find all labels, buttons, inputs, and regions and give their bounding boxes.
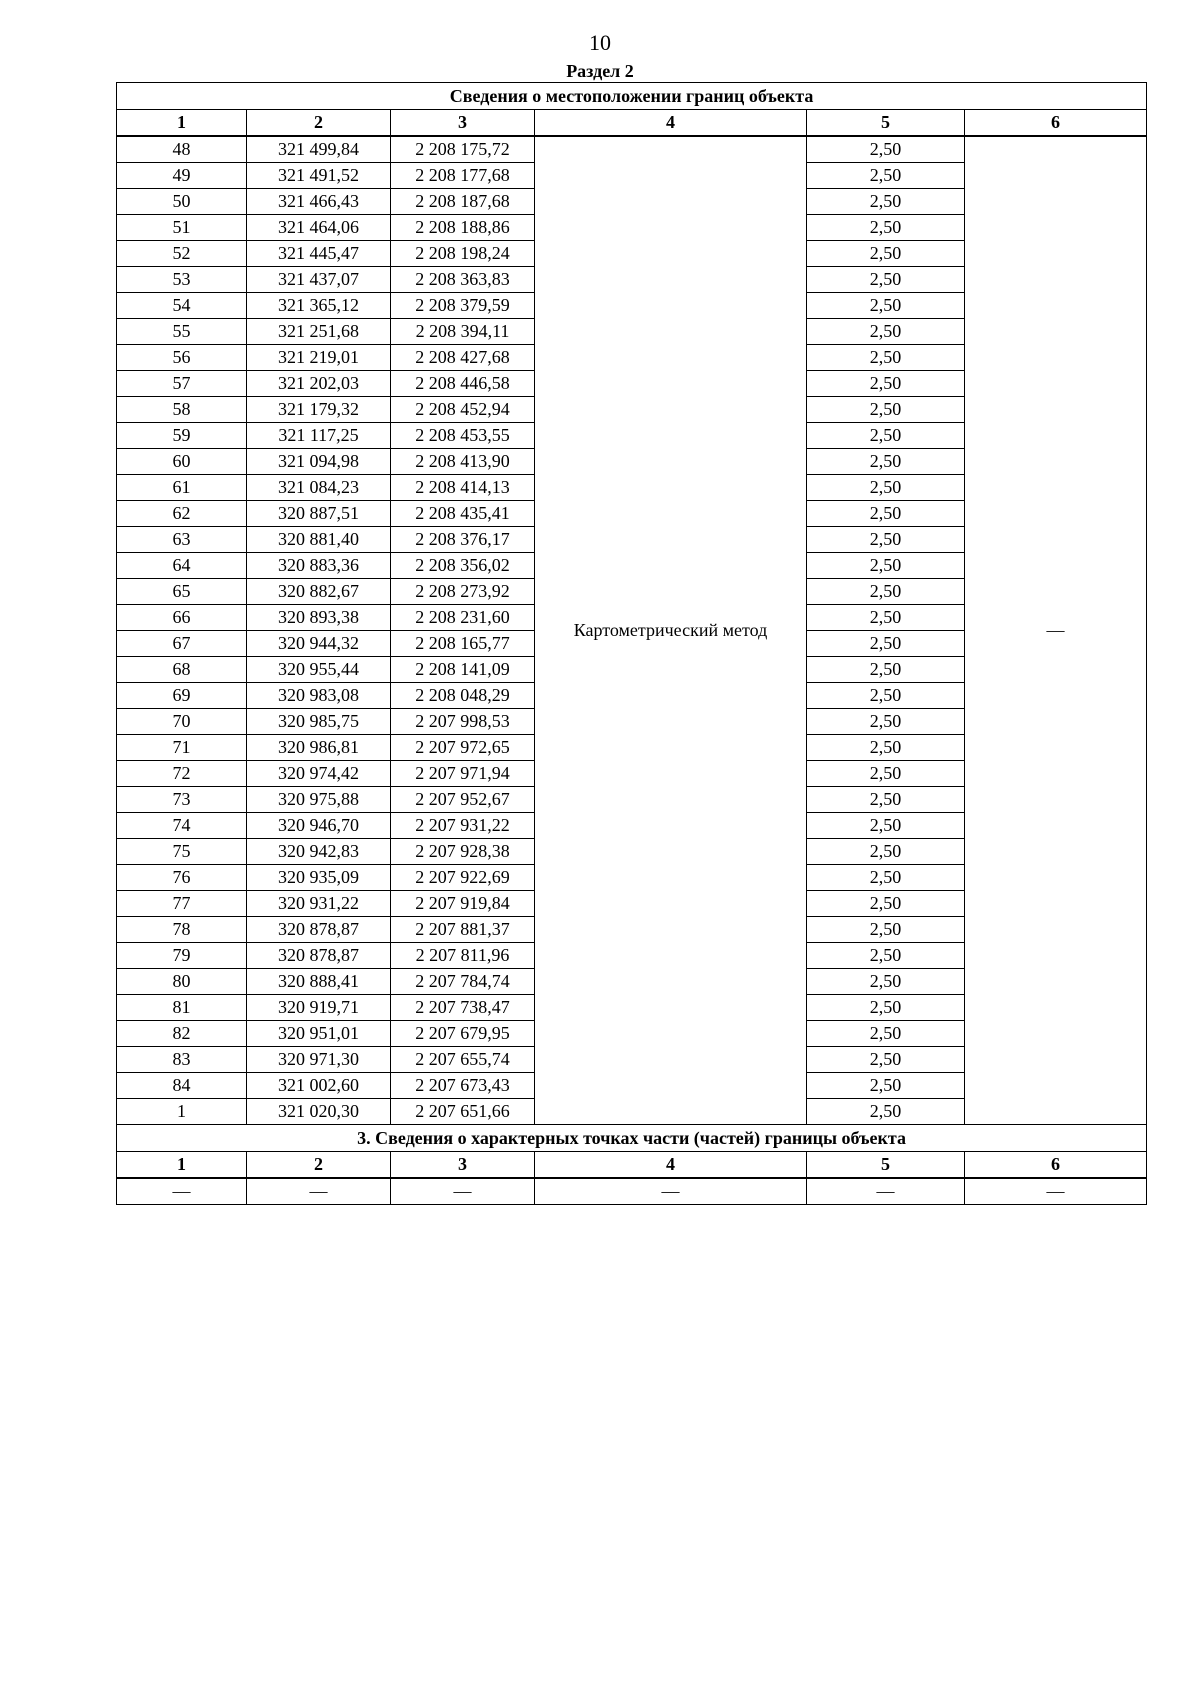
x-coordinate-cell: 320 985,75	[247, 709, 391, 735]
x-coordinate-cell: 320 986,81	[247, 735, 391, 761]
y-coordinate-cell: 2 208 175,72	[391, 136, 535, 163]
accuracy-cell: 2,50	[807, 1047, 965, 1073]
point-number-cell: 49	[117, 163, 247, 189]
point-number-cell: 79	[117, 943, 247, 969]
y-coordinate-cell: 2 207 679,95	[391, 1021, 535, 1047]
x-coordinate-cell: 321 117,25	[247, 423, 391, 449]
x-coordinate-cell: 320 887,51	[247, 501, 391, 527]
point-number-cell: 73	[117, 787, 247, 813]
point-number-cell: 62	[117, 501, 247, 527]
boundary-table	[116, 82, 1147, 1205]
accuracy-cell: 2,50	[807, 553, 965, 579]
coordinates-body	[117, 136, 1147, 1125]
point-number-cell: 52	[117, 241, 247, 267]
table-row	[117, 136, 1147, 163]
y-coordinate-cell: 2 207 738,47	[391, 995, 535, 1021]
accuracy-cell: 2,50	[807, 527, 965, 553]
accuracy-cell: 2,50	[807, 423, 965, 449]
point-number-cell: 56	[117, 345, 247, 371]
y-coordinate-cell: 2 208 187,68	[391, 189, 535, 215]
page-number: 10	[589, 30, 611, 55]
x-coordinate-cell: 320 881,40	[247, 527, 391, 553]
accuracy-cell: 2,50	[807, 683, 965, 709]
x-coordinate-cell: 321 445,47	[247, 241, 391, 267]
x-coordinate-cell: 320 883,36	[247, 553, 391, 579]
table-cell: —	[247, 1178, 391, 1205]
accuracy-cell: 2,50	[807, 917, 965, 943]
accuracy-cell: 2,50	[807, 709, 965, 735]
point-number-cell: 65	[117, 579, 247, 605]
column-number: 2	[247, 110, 391, 137]
accuracy-cell: 2,50	[807, 319, 965, 345]
point-number-cell: 70	[117, 709, 247, 735]
accuracy-cell: 2,50	[807, 163, 965, 189]
accuracy-cell: 2,50	[807, 631, 965, 657]
point-number-cell: 83	[117, 1047, 247, 1073]
y-coordinate-cell: 2 207 972,65	[391, 735, 535, 761]
y-coordinate-cell: 2 208 198,24	[391, 241, 535, 267]
column-number: 4	[535, 1152, 807, 1179]
point-number-cell: 54	[117, 293, 247, 319]
point-number-cell: 59	[117, 423, 247, 449]
x-coordinate-cell: 320 955,44	[247, 657, 391, 683]
y-coordinate-cell: 2 207 655,74	[391, 1047, 535, 1073]
x-coordinate-cell: 321 499,84	[247, 136, 391, 163]
y-coordinate-cell: 2 208 379,59	[391, 293, 535, 319]
point-number-cell: 53	[117, 267, 247, 293]
x-coordinate-cell: 321 365,12	[247, 293, 391, 319]
y-coordinate-cell: 2 208 363,83	[391, 267, 535, 293]
y-coordinate-cell: 2 207 784,74	[391, 969, 535, 995]
x-coordinate-cell: 320 974,42	[247, 761, 391, 787]
section-title: Раздел 2	[566, 61, 634, 81]
accuracy-cell: 2,50	[807, 136, 965, 163]
y-coordinate-cell: 2 208 273,92	[391, 579, 535, 605]
accuracy-cell: 2,50	[807, 813, 965, 839]
x-coordinate-cell: 321 464,06	[247, 215, 391, 241]
x-coordinate-cell: 321 094,98	[247, 449, 391, 475]
y-coordinate-cell: 2 208 435,41	[391, 501, 535, 527]
point-number-cell: 74	[117, 813, 247, 839]
x-coordinate-cell: 320 878,87	[247, 917, 391, 943]
y-coordinate-cell: 2 208 376,17	[391, 527, 535, 553]
y-coordinate-cell: 2 208 446,58	[391, 371, 535, 397]
x-coordinate-cell: 320 878,87	[247, 943, 391, 969]
x-coordinate-cell: 321 251,68	[247, 319, 391, 345]
point-number-cell: 68	[117, 657, 247, 683]
point-number-cell: 64	[117, 553, 247, 579]
point-number-cell: 51	[117, 215, 247, 241]
y-coordinate-cell: 2 208 177,68	[391, 163, 535, 189]
accuracy-cell: 2,50	[807, 1073, 965, 1099]
section3-body	[117, 1125, 1147, 1205]
section3-row	[117, 1178, 1147, 1205]
accuracy-cell: 2,50	[807, 1021, 965, 1047]
x-coordinate-cell: 320 919,71	[247, 995, 391, 1021]
point-number-cell: 58	[117, 397, 247, 423]
section3-title: 3. Сведения о характерных точках части (частей) границы объекта	[117, 1125, 1147, 1152]
table-cell: —	[117, 1178, 247, 1205]
column-number: 5	[807, 110, 965, 137]
y-coordinate-cell: 2 208 394,11	[391, 319, 535, 345]
x-coordinate-cell: 321 179,32	[247, 397, 391, 423]
point-number-cell: 48	[117, 136, 247, 163]
y-coordinate-cell: 2 207 919,84	[391, 891, 535, 917]
point-number-cell: 1	[117, 1099, 247, 1125]
accuracy-cell: 2,50	[807, 969, 965, 995]
method-cell: Картометрический метод	[535, 136, 807, 1125]
accuracy-cell: 2,50	[807, 761, 965, 787]
y-coordinate-cell: 2 208 413,90	[391, 449, 535, 475]
y-coordinate-cell: 2 208 165,77	[391, 631, 535, 657]
x-coordinate-cell: 321 437,07	[247, 267, 391, 293]
x-coordinate-cell: 321 219,01	[247, 345, 391, 371]
accuracy-cell: 2,50	[807, 605, 965, 631]
x-coordinate-cell: 320 882,67	[247, 579, 391, 605]
point-number-cell: 69	[117, 683, 247, 709]
table-cell: —	[391, 1178, 535, 1205]
column-number: 2	[247, 1152, 391, 1179]
y-coordinate-cell: 2 207 922,69	[391, 865, 535, 891]
x-coordinate-cell: 320 983,08	[247, 683, 391, 709]
x-coordinate-cell: 320 893,38	[247, 605, 391, 631]
point-number-cell: 50	[117, 189, 247, 215]
column6-cell: —	[965, 136, 1147, 1125]
point-number-cell: 78	[117, 917, 247, 943]
x-coordinate-cell: 320 971,30	[247, 1047, 391, 1073]
y-coordinate-cell: 2 208 453,55	[391, 423, 535, 449]
accuracy-cell: 2,50	[807, 241, 965, 267]
y-coordinate-cell: 2 208 231,60	[391, 605, 535, 631]
y-coordinate-cell: 2 208 141,09	[391, 657, 535, 683]
column-number: 5	[807, 1152, 965, 1179]
accuracy-cell: 2,50	[807, 1099, 965, 1125]
column-number: 3	[391, 1152, 535, 1179]
column-number: 4	[535, 110, 807, 137]
x-coordinate-cell: 321 202,03	[247, 371, 391, 397]
x-coordinate-cell: 320 975,88	[247, 787, 391, 813]
x-coordinate-cell: 320 935,09	[247, 865, 391, 891]
x-coordinate-cell: 320 942,83	[247, 839, 391, 865]
column-number: 6	[965, 110, 1147, 137]
x-coordinate-cell: 321 020,30	[247, 1099, 391, 1125]
y-coordinate-cell: 2 207 971,94	[391, 761, 535, 787]
x-coordinate-cell: 321 466,43	[247, 189, 391, 215]
table-cell: —	[535, 1178, 807, 1205]
x-coordinate-cell: 321 002,60	[247, 1073, 391, 1099]
point-number-cell: 71	[117, 735, 247, 761]
accuracy-cell: 2,50	[807, 839, 965, 865]
accuracy-cell: 2,50	[807, 267, 965, 293]
point-number-cell: 75	[117, 839, 247, 865]
accuracy-cell: 2,50	[807, 397, 965, 423]
point-number-cell: 60	[117, 449, 247, 475]
accuracy-cell: 2,50	[807, 189, 965, 215]
column-number: 1	[117, 1152, 247, 1179]
accuracy-cell: 2,50	[807, 943, 965, 969]
accuracy-cell: 2,50	[807, 371, 965, 397]
table-caption: Сведения о местоположении границ объекта	[117, 83, 1147, 110]
column-number: 1	[117, 110, 247, 137]
column-number: 6	[965, 1152, 1147, 1179]
accuracy-cell: 2,50	[807, 501, 965, 527]
y-coordinate-cell: 2 208 427,68	[391, 345, 535, 371]
point-number-cell: 76	[117, 865, 247, 891]
point-number-cell: 66	[117, 605, 247, 631]
y-coordinate-cell: 2 208 452,94	[391, 397, 535, 423]
y-coordinate-cell: 2 207 931,22	[391, 813, 535, 839]
accuracy-cell: 2,50	[807, 865, 965, 891]
accuracy-cell: 2,50	[807, 449, 965, 475]
accuracy-cell: 2,50	[807, 475, 965, 501]
accuracy-cell: 2,50	[807, 787, 965, 813]
section3-column-number-row	[117, 1152, 1147, 1179]
accuracy-cell: 2,50	[807, 215, 965, 241]
x-coordinate-cell: 320 951,01	[247, 1021, 391, 1047]
x-coordinate-cell: 321 084,23	[247, 475, 391, 501]
y-coordinate-cell: 2 207 998,53	[391, 709, 535, 735]
accuracy-cell: 2,50	[807, 657, 965, 683]
table-cell: —	[965, 1178, 1147, 1205]
y-coordinate-cell: 2 208 048,29	[391, 683, 535, 709]
point-number-cell: 82	[117, 1021, 247, 1047]
y-coordinate-cell: 2 208 414,13	[391, 475, 535, 501]
point-number-cell: 72	[117, 761, 247, 787]
accuracy-cell: 2,50	[807, 891, 965, 917]
point-number-cell: 84	[117, 1073, 247, 1099]
y-coordinate-cell: 2 207 811,96	[391, 943, 535, 969]
point-number-cell: 81	[117, 995, 247, 1021]
point-number-cell: 80	[117, 969, 247, 995]
y-coordinate-cell: 2 207 952,67	[391, 787, 535, 813]
point-number-cell: 55	[117, 319, 247, 345]
point-number-cell: 63	[117, 527, 247, 553]
point-number-cell: 57	[117, 371, 247, 397]
column-number: 3	[391, 110, 535, 137]
accuracy-cell: 2,50	[807, 345, 965, 371]
point-number-cell: 61	[117, 475, 247, 501]
column-number-row	[117, 110, 1147, 137]
accuracy-cell: 2,50	[807, 579, 965, 605]
x-coordinate-cell: 321 491,52	[247, 163, 391, 189]
point-number-cell: 77	[117, 891, 247, 917]
point-number-cell: 67	[117, 631, 247, 657]
table-caption-row	[117, 83, 1147, 110]
y-coordinate-cell: 2 208 188,86	[391, 215, 535, 241]
x-coordinate-cell: 320 946,70	[247, 813, 391, 839]
x-coordinate-cell: 320 888,41	[247, 969, 391, 995]
table-cell: —	[807, 1178, 965, 1205]
accuracy-cell: 2,50	[807, 995, 965, 1021]
y-coordinate-cell: 2 208 356,02	[391, 553, 535, 579]
section3-caption-row	[117, 1125, 1147, 1152]
y-coordinate-cell: 2 207 881,37	[391, 917, 535, 943]
y-coordinate-cell: 2 207 673,43	[391, 1073, 535, 1099]
accuracy-cell: 2,50	[807, 293, 965, 319]
y-coordinate-cell: 2 207 928,38	[391, 839, 535, 865]
y-coordinate-cell: 2 207 651,66	[391, 1099, 535, 1125]
accuracy-cell: 2,50	[807, 735, 965, 761]
x-coordinate-cell: 320 931,22	[247, 891, 391, 917]
x-coordinate-cell: 320 944,32	[247, 631, 391, 657]
